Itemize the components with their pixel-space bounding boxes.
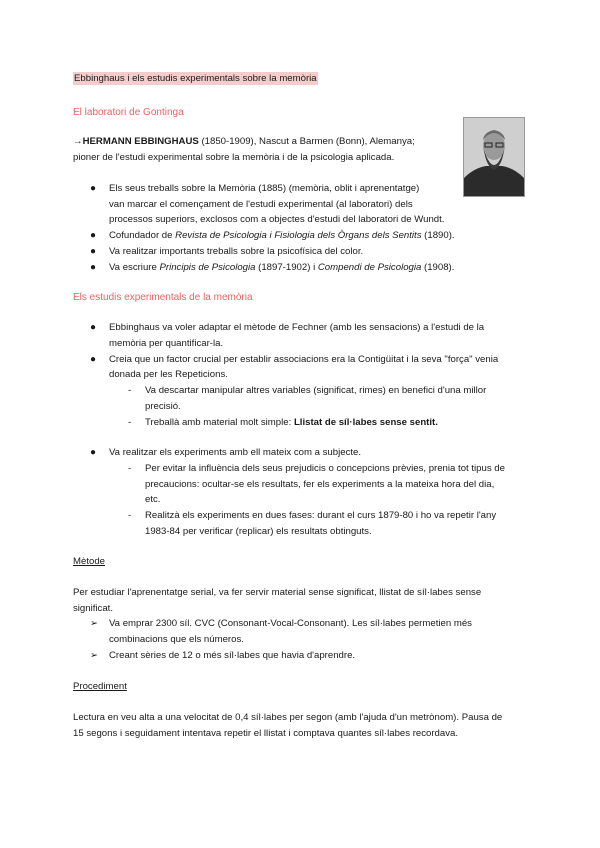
bullet4-line: Va escriure Principis de Psicologia (1897-1902) i Compendi de Psicologia (1908). (109, 262, 455, 273)
s2-dash2-line: Treballà amb material molt simple: Llistat de síl·labes sense sentit. (145, 417, 438, 428)
dash-icon: - (128, 385, 132, 396)
bullet1-line1: Els seus treballs sobre la Memòria (1885) (memòria, oblit i aprenentatge) (109, 183, 420, 194)
metode-heading: Mètode (73, 556, 105, 567)
dash-icon: - (128, 463, 132, 474)
section-heading-laboratori: El laboratori de Gontinga (73, 107, 184, 118)
bullet-icon: ● (90, 354, 97, 365)
section-heading-estudis: Els estudis experimentals de la memòria (73, 292, 253, 303)
bullet1-line2: van marcar el començament de l'estudi experimental (al laboratori) dels (109, 199, 413, 210)
s2-dash1-line2: precisió. (145, 401, 181, 412)
person-name: HERMANN EBBINGHAUS (82, 136, 199, 147)
s2-dash3-line2: precaucions: ocultar-se els resultats, fer els experiments a la mateixa hora del dia, (145, 479, 495, 490)
bullet-icon: ● (90, 447, 97, 458)
document-title: Ebbinghaus i els estudis experimentals sobre la memòria (74, 73, 317, 84)
s2-dash4-line1: Realitzà els experiments en dues fases: durant el curs 1879-80 i ho va repetir l'any (145, 510, 497, 521)
bullet3-line: Va realitzar importants treballs sobre la psicofísica del color. (109, 246, 364, 257)
metode-paragraph-line2: significat. (73, 603, 113, 614)
arrow-icon: → (73, 136, 83, 147)
procediment-line1: Lectura en veu alta a una velocitat de 0,4 síl·labes per segon (amb l'ajuda d'un metrònom). Pausa de (73, 712, 503, 723)
bullet-icon: ● (90, 230, 97, 241)
s2-dash4-line2: 1983-84 per verificar (replicar) els resultats obtinguts. (145, 526, 372, 537)
bullet-icon: ● (90, 183, 97, 194)
bullet1-line3: processos superiors, exclosos com a objectes d'estudi del laboratori de Wundt. (109, 214, 445, 225)
intro-line-1 (73, 136, 415, 147)
metode-item1-line1: Va emprar 2300 síl. CVC (Consonant-Vocal-Consonant). Les síl·labes permetien més (109, 618, 472, 629)
bullet-icon: ● (90, 262, 97, 273)
metode-paragraph-line1: Per estudiar l'aprenentatge serial, va fer servir material sense significat, llistat de síl·labes sense (73, 587, 482, 598)
metode-item1-line2: combinacions que els números. (109, 634, 244, 645)
bullet-icon: ● (90, 322, 97, 333)
s2-bullet1-line2: memòria per quantificar-la. (109, 338, 224, 349)
intro-details: (1850-1909), Nascut a Barmen (Bonn), Alemanya; (198, 136, 415, 147)
procediment-line2: 15 segons i seguidament intentava repetir el llistat i comptava quantes síl·labes recordava. (73, 728, 459, 739)
s2-dash3-line1: Per evitar la influència dels seus prejudicis o concepcions prèvies, prenia tot tipus de (145, 463, 505, 474)
s2-bullet1-line1: Ebbinghaus va voler adaptar el mètode de Fechner (amb les sensacions) a l'estudi de la (109, 322, 485, 333)
metode-item2-line: Creant sèries de 12 o més síl·labes que havia d'aprendre. (109, 650, 356, 661)
arrow-bullet-icon: ➢ (90, 618, 99, 629)
s2-bullet2-line2: donada per les Repeticions. (109, 369, 228, 380)
dash-icon: - (128, 417, 132, 428)
s2-dash1-line1: Va descartar manipular altres variables (significat, rimes) en benefici d'una millor (145, 385, 487, 396)
bullet-icon: ● (90, 246, 97, 257)
dash-icon: - (128, 510, 132, 521)
s2-bullet2-line1: Creia que un factor crucial per establir associacions era la Contigüitat i la seva "força" venia (109, 354, 499, 365)
procediment-heading: Procediment (73, 681, 127, 692)
intro-line-2: pioner de l'estudi experimental sobre la memòria i de la psicologia aplicada. (73, 152, 395, 163)
s2-dash3-line3: etc. (145, 494, 161, 505)
s2-bullet3-line: Va realitzar els experiments amb ell mateix com a subjecte. (109, 447, 362, 458)
arrow-bullet-icon: ➢ (90, 650, 99, 661)
bullet2-line: Cofundador de Revista de Psicologia i Fisiologia dels Òrgans dels Sentits (1890). (109, 230, 455, 241)
ebbinghaus-portrait (463, 117, 525, 197)
